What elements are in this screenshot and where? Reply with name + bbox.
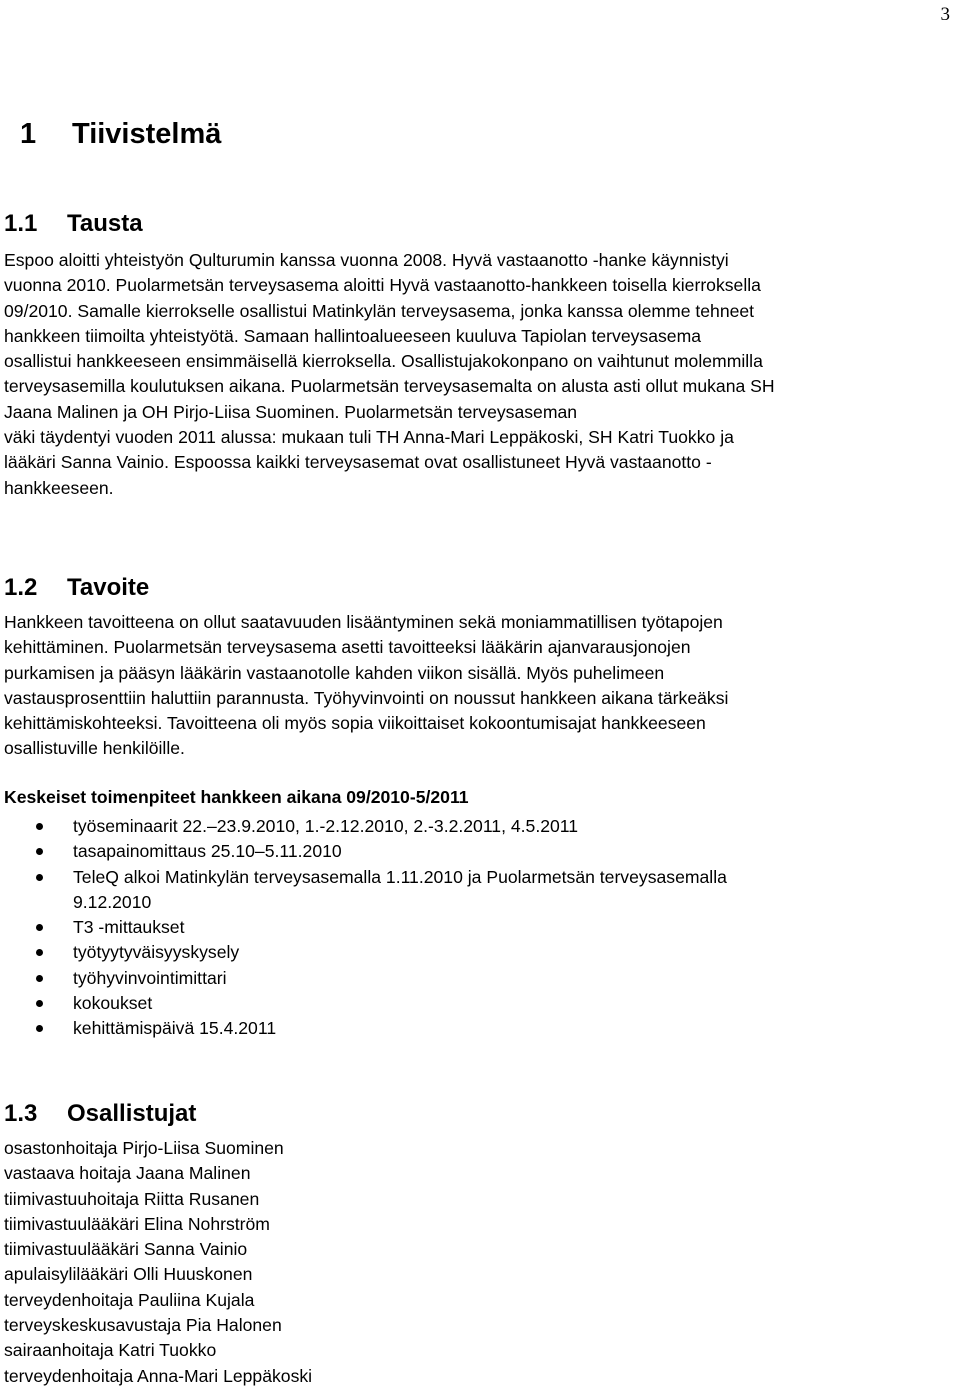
list-item <box>0 839 727 864</box>
list-item-text: kehittämispäivä 15.4.2011 <box>73 1018 277 1039</box>
list-item-text-continued: 9.12.2010 <box>73 891 152 912</box>
section-heading-tavoite <box>4 574 149 602</box>
paragraph-line: Hankkeen tavoitteena on ollut saatavuuden lisääntyminen sekä moniammatillisen työtapojen <box>4 612 723 632</box>
paragraph-line: osallistui hankkeeseen ensimmäisellä kierroksella. Osallistujakokonpano on vaihtunut molemmilla <box>4 351 763 372</box>
paragraph-line: kehittäminen. Puolarmetsän terveysasema asetti tavoitteeksi lääkärin ajanvarausjonojen <box>4 637 691 658</box>
tavoite-paragraph <box>4 610 954 762</box>
bullet-icon <box>36 1025 43 1032</box>
section-title: Tausta <box>67 210 143 237</box>
list-item <box>0 966 727 991</box>
participant: terveydenhoitaja Pauliina Kujala <box>4 1289 255 1310</box>
paragraph-line: hankkeen tiimoilta yhteistyötä. Samaan hallintoalueeseen kuuluva Tapiolan terveysasema <box>4 325 702 346</box>
list-item <box>0 915 727 940</box>
chapter-number: 1 <box>20 118 37 150</box>
participant: terveydenhoitaja Anna-Mari Leppäkoski <box>4 1365 313 1386</box>
participant: terveyskeskusavustaja Pia Halonen <box>4 1315 282 1336</box>
paragraph-line: lääkäri Sanna Vainio. Espoossa kaikki terveysasemat ovat osallistuneet Hyvä vastaanotto - <box>4 452 712 473</box>
list-item <box>0 940 727 965</box>
list-item-text: kokoukset <box>73 993 153 1014</box>
paragraph-line: vastausprosenttiin haluttiin parannusta. Työhyvinvointi on noussut hankkeen aikana tärkeäksi <box>4 687 729 708</box>
participant: tiimivastuulääkäri Elina Nohrström <box>4 1213 270 1234</box>
list-item-text: työhyvinvointimittari <box>73 967 227 988</box>
bullet-icon <box>36 1000 43 1007</box>
section-heading-osallistujat <box>4 1100 196 1128</box>
list-item-text: tasapainomittaus 25.10–5.11.2010 <box>73 841 342 862</box>
participant: tiimivastuuhoitaja Riitta Rusanen <box>4 1188 260 1209</box>
participants-list <box>4 1136 312 1389</box>
bullet-icon <box>36 823 43 830</box>
list-item-text: työtyytyväisyyskysely <box>73 942 240 963</box>
bullet-icon <box>36 924 43 931</box>
paragraph-line: Espoo aloitti yhteistyön Qulturumin kanssa vuonna 2008. Hyvä vastaanotto -hanke käynnistyi <box>4 250 729 270</box>
measures-list <box>0 814 727 1042</box>
paragraph-line: kehittämiskohteeksi. Tavoitteena oli myös sopia viikoittaiset kokoontumisajat hankkeeseen <box>4 713 706 734</box>
bullet-icon <box>36 874 43 881</box>
chapter-title: Tiivistelmä <box>72 118 222 150</box>
measures-heading: Keskeiset toimenpiteet hankkeen aikana 09/2010-5/2011 <box>4 787 469 807</box>
paragraph-line: hankkeeseen. <box>4 477 114 498</box>
section-title: Osallistujat <box>67 1100 197 1127</box>
paragraph-line: Jaana Malinen ja OH Pirjo-Liisa Suominen. Puolarmetsän terveysaseman <box>4 401 578 422</box>
list-item-text: työseminaarit 22.–23.9.2010, 1.-2.12.2010, 2.-3.2.2011, 4.5.2011 <box>73 816 579 836</box>
bullet-icon <box>36 848 43 855</box>
bullet-icon <box>36 949 43 956</box>
paragraph-line: väki täydentyi vuoden 2011 alussa: mukaan tuli TH Anna-Mari Leppäkoski, SH Katri Tuokko ja <box>4 427 734 448</box>
participant: vastaava hoitaja Jaana Malinen <box>4 1163 251 1184</box>
participant: osastonhoitaja Pirjo-Liisa Suominen <box>4 1138 284 1158</box>
paragraph-line: 09/2010. Samalle kierrokselle osallistui Matinkylän terveysasema, jonka kanssa olemme tehneet <box>4 300 755 321</box>
list-item <box>0 991 727 1016</box>
page-number: 3 <box>940 4 950 25</box>
list-item <box>0 814 727 839</box>
section-title: Tavoite <box>67 574 150 601</box>
bullet-icon <box>36 975 43 982</box>
section-number: 1.1 <box>4 210 38 237</box>
section-number: 1.2 <box>4 574 38 601</box>
participant: tiimivastuulääkäri Sanna Vainio <box>4 1239 248 1260</box>
list-item-text: TeleQ alkoi Matinkylän terveysasemalla 1.11.2010 ja Puolarmetsän terveysasemalla <box>73 866 727 887</box>
section-number: 1.3 <box>4 1100 38 1127</box>
chapter-heading <box>20 118 221 151</box>
paragraph-line: purkamisen ja pääsyn lääkärin vastaanotolle kahden viikon sisällä. Myös puhelimeen <box>4 662 665 683</box>
list-item <box>0 865 727 916</box>
section-heading-tausta <box>4 210 143 238</box>
participant: sairaanhoitaja Katri Tuokko <box>4 1340 217 1361</box>
paragraph-line: vuonna 2010. Puolarmetsän terveysasema aloitti Hyvä vastaanotto-hankkeen toisella kierroksella <box>4 275 761 296</box>
paragraph-line: osallistuville henkilöille. <box>4 738 185 759</box>
tausta-paragraph <box>4 248 954 501</box>
participant: apulaisylilääkäri Olli Huuskonen <box>4 1264 253 1285</box>
list-item <box>0 1016 727 1041</box>
paragraph-line: terveysasemilla koulutuksen aikana. Puolarmetsän terveysasemalta on alusta asti ollut mukana SH <box>4 376 775 397</box>
list-item-text: T3 -mittaukset <box>73 917 185 938</box>
